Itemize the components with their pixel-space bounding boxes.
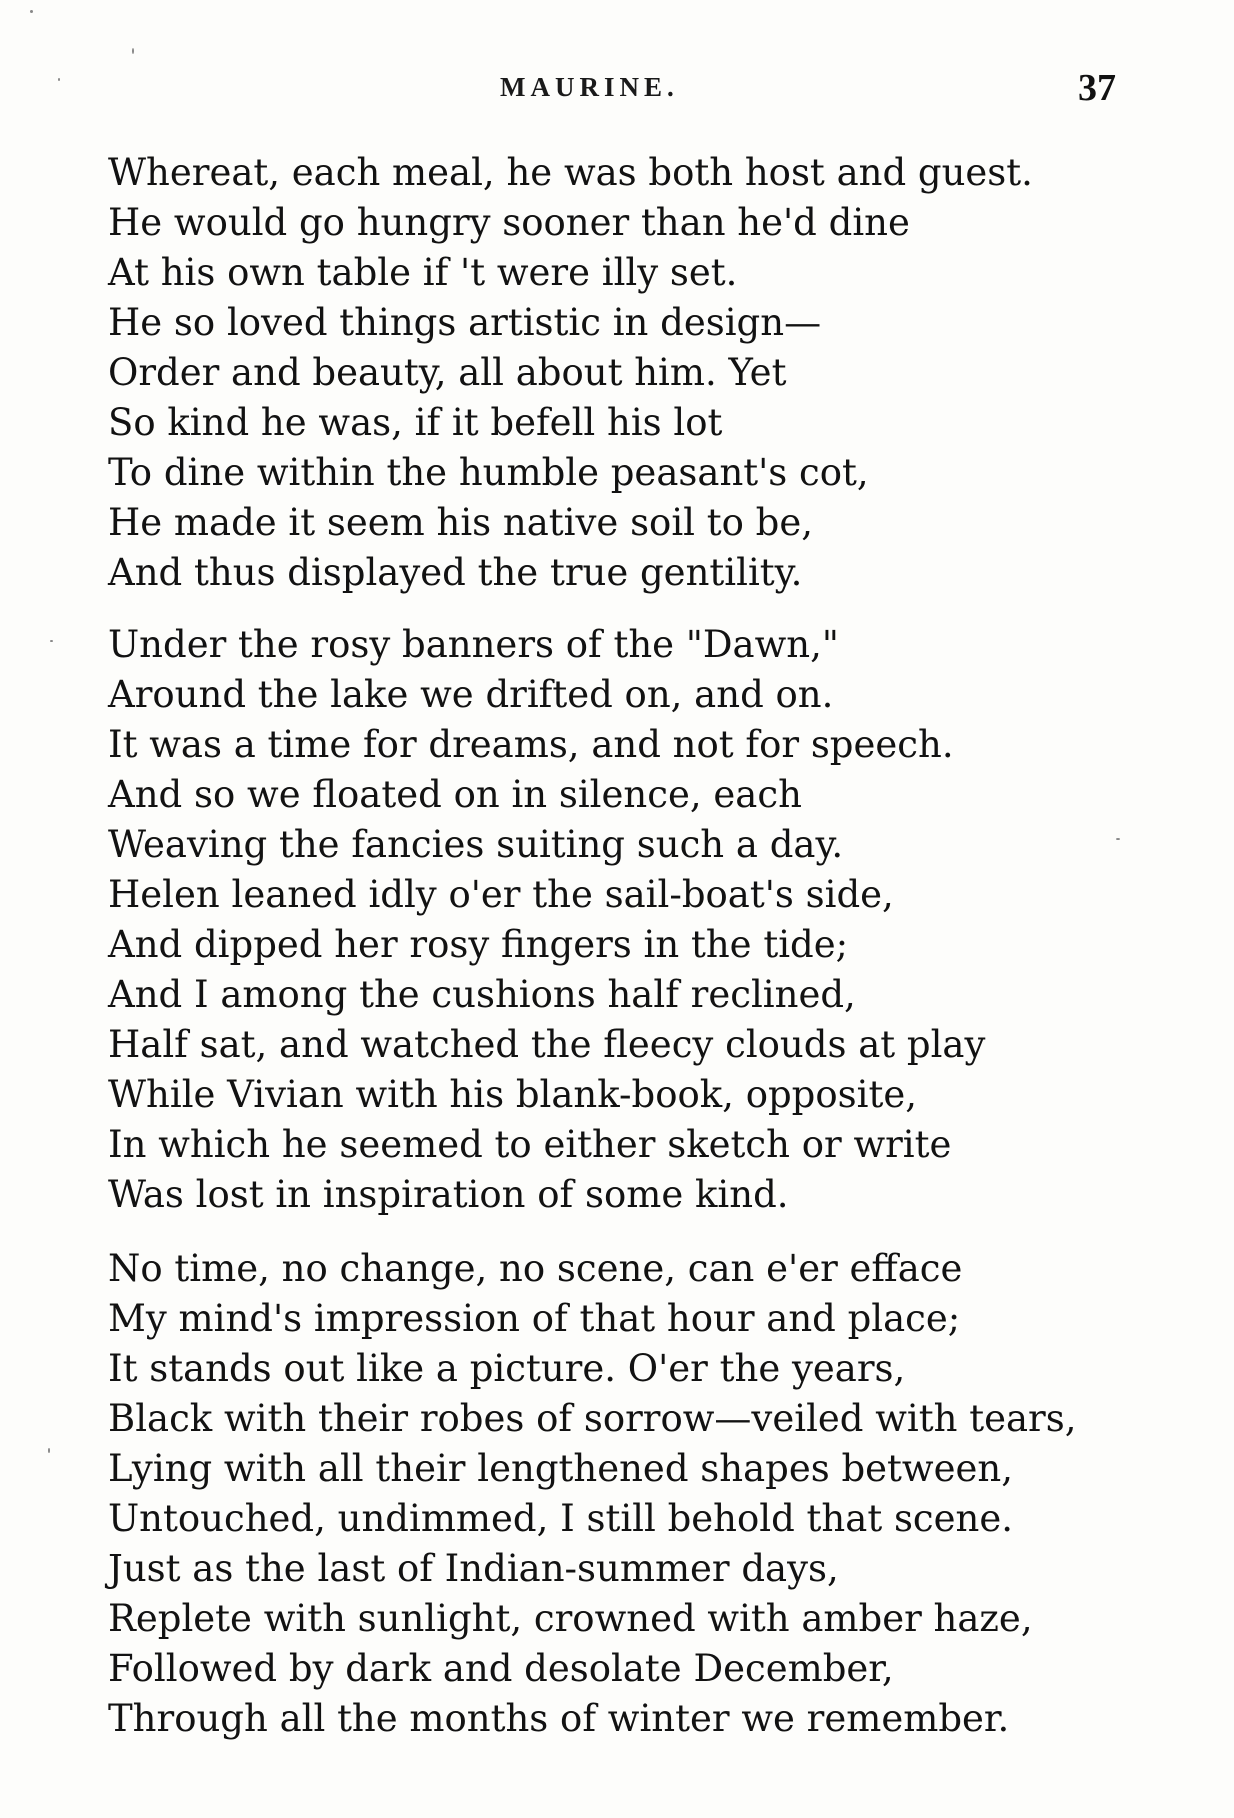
verse-line: My mind's impression of that hour and place; <box>108 1297 961 1340</box>
verse-line: He would go hungry sooner than he'd dine <box>108 201 910 244</box>
verse-line: While Vivian with his blank-book, opposite, <box>108 1073 917 1116</box>
verse-line: Replete with sunlight, crowned with amber haze, <box>108 1597 1033 1640</box>
verse-line: He made it seem his native soil to be, <box>108 501 814 544</box>
verse-line: Untouched, undimmed, I still behold that scene. <box>108 1497 1014 1540</box>
verse-line: Around the lake we drifted on, and on. <box>108 673 834 716</box>
verse-line: And so we floated on in silence, each <box>108 773 802 816</box>
verse-line: No time, no change, no scene, can e'er efface <box>108 1247 963 1290</box>
verse-line: Through all the months of winter we remember. <box>108 1697 1010 1740</box>
page-header <box>0 67 1234 132</box>
verse-line: Lying with all their lengthened shapes between, <box>108 1447 1013 1490</box>
stanza-2 <box>108 620 985 1220</box>
verse-line: Weaving the fancies suiting such a day. <box>108 823 844 866</box>
verse-line: At his own table if 't were illy set. <box>108 251 738 294</box>
running-title: MAURINE. <box>500 72 679 102</box>
verse-line: Half sat, and watched the fleecy clouds at play <box>108 1023 986 1066</box>
verse-line: Order and beauty, all about him. Yet <box>108 351 787 394</box>
stanza-3 <box>108 1244 1076 1744</box>
verse-line: And I among the cushions half reclined, <box>108 973 856 1016</box>
scan-speck <box>50 640 53 642</box>
verse-line: Just as the last of Indian-summer days, <box>108 1547 839 1590</box>
verse-line: Black with their robes of sorrow—veiled with tears, <box>108 1397 1077 1440</box>
page-number: 37 <box>1078 67 1116 109</box>
scan-speck <box>30 10 33 13</box>
scan-speck <box>132 48 134 54</box>
verse-line: Was lost in inspiration of some kind. <box>108 1173 789 1216</box>
verse-line: Helen leaned idly o'er the sail-boat's side, <box>108 873 894 916</box>
verse-line: He so loved things artistic in design— <box>108 301 822 344</box>
verse-line: It was a time for dreams, and not for speech. <box>108 723 954 766</box>
verse-line: Followed by dark and desolate December, <box>108 1647 894 1690</box>
scan-speck <box>1116 838 1120 840</box>
verse-line: Whereat, each meal, he was both host and guest. <box>108 151 1033 194</box>
stanza-1 <box>108 148 1033 598</box>
verse-line: Under the rosy banners of the "Dawn," <box>108 623 839 666</box>
verse-line: And dipped her rosy fingers in the tide; <box>108 923 849 966</box>
verse-line: So kind he was, if it befell his lot <box>108 401 723 444</box>
verse-line: To dine within the humble peasant's cot, <box>108 451 869 494</box>
verse-line: It stands out like a picture. O'er the years, <box>108 1347 906 1390</box>
verse-line: In which he seemed to either sketch or write <box>108 1123 952 1166</box>
scan-speck <box>48 1448 50 1453</box>
verse-line: And thus displayed the true gentility. <box>108 551 803 594</box>
